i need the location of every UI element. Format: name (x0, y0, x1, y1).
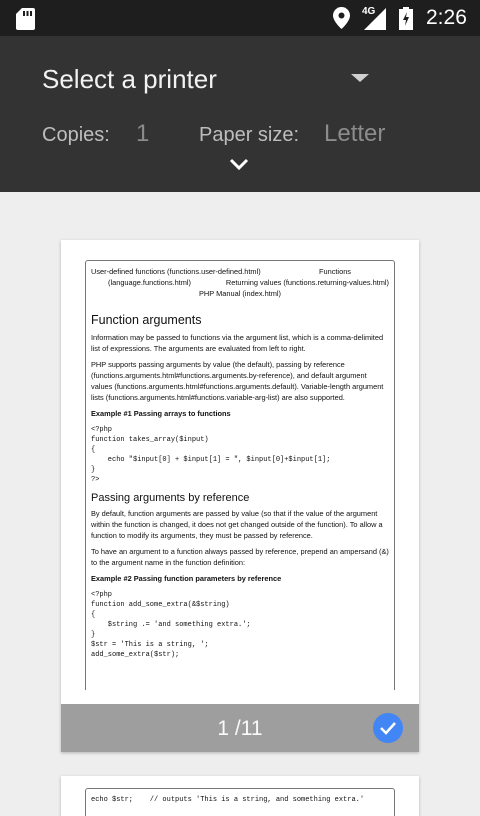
nav-prev-link: User-defined functions (functions.user-defined.html) (91, 267, 261, 276)
page-preview-2[interactable] (61, 776, 419, 816)
copies-input[interactable]: 1 (136, 120, 150, 147)
paragraph: To have an argument to a function always passed by reference, prepend an ampersand (&) to the argument name in the function definition: (91, 547, 389, 567)
example-title: Example #1 Passing arrays to functions (91, 409, 231, 418)
page-preview[interactable] (61, 240, 419, 752)
page-footer-bar (61, 704, 419, 752)
page-selected-checkbox[interactable] (373, 713, 403, 743)
location-icon (333, 7, 350, 29)
sd-card-icon (16, 8, 35, 30)
dropdown-arrow-icon[interactable] (351, 74, 369, 82)
print-options-panel (0, 36, 480, 192)
status-bar (0, 0, 480, 36)
nav-up-url: (language.functions.html) (108, 278, 191, 287)
battery-icon (399, 7, 413, 30)
example-title: Example #2 Passing function parameters by reference (91, 574, 282, 583)
code-block: <?php function add_some_extra(&$string) { $string .= 'and something extra.'; } $str = 'This is a string, '; add_some_extra($str); (91, 591, 251, 659)
nav-up-link: Functions (318, 267, 351, 276)
signal-icon (364, 8, 386, 30)
network-type-label: 4G (362, 6, 376, 17)
section-heading: Passing arguments by reference (91, 492, 250, 504)
checkmark-icon (379, 720, 397, 736)
page-heading: Function arguments (91, 313, 202, 327)
paragraph: PHP supports passing arguments by value (the default), passing by reference (functions.arguments.html#functions.arguments.by-reference), and default argument values (functions.arguments.html#functions.arguments.default). Variable-length argument lists (functions.arguments.html#functions.variable-arg-list) are also supported. (91, 360, 384, 402)
code-line: echo $str; // outputs 'This is a string, and something extra.' (91, 796, 365, 804)
page-counter: 1 /11 (217, 717, 263, 740)
nav-home-link: PHP Manual (index.html) (198, 289, 281, 298)
printer-dropdown[interactable]: Select a printer (42, 64, 217, 94)
copies-label: Copies: (42, 124, 110, 146)
clock: 2:26 (426, 6, 467, 29)
paper-size-label: Paper size: (199, 124, 300, 146)
document-content (85, 260, 395, 690)
expand-more-icon[interactable] (229, 158, 249, 172)
nav-next-link: Returning values (functions.returning-values.html) (225, 278, 389, 287)
paragraph: By default, function arguments are passed by value (so that if the value of the argument within the function is changed, it does not get changed outside of the function). To allow a function to modify its arguments, they must be passed by reference. (91, 509, 383, 540)
code-block: <?php function takes_array($input) { echo "$input[0] + $input[1] = ", $input[0]+$input[1]; } ?> (91, 426, 331, 484)
paper-size-select[interactable]: Letter (324, 120, 386, 147)
document-content-2 (85, 788, 395, 816)
paragraph: Information may be passed to functions via the argument list, which is a comma-delimited list of expressions. The arguments are evaluated from left to right. (91, 333, 384, 353)
